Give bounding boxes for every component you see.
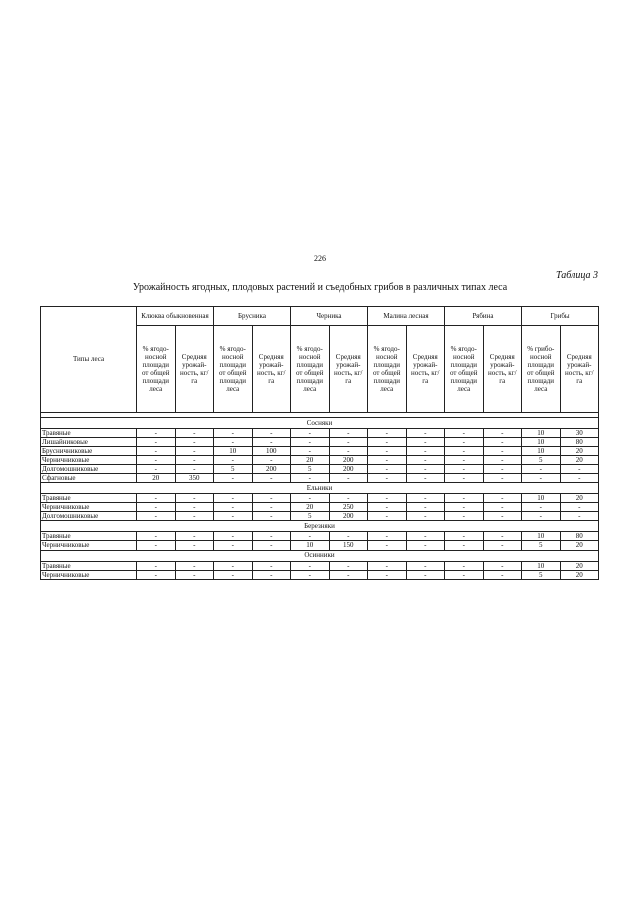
value-cell: - — [445, 474, 484, 483]
value-cell: 10 — [214, 447, 253, 456]
value-cell: - — [291, 561, 330, 570]
value-cell: - — [329, 570, 368, 579]
value-cell: - — [137, 465, 176, 474]
value-cell: 200 — [252, 465, 291, 474]
value-cell: - — [406, 561, 445, 570]
value-cell: - — [137, 512, 176, 521]
yield-table — [40, 306, 599, 580]
value-cell: 200 — [329, 465, 368, 474]
value-cell: - — [483, 512, 522, 521]
value-cell: - — [291, 474, 330, 483]
section-row — [41, 418, 599, 429]
avg-yield-header: Средняя урожай-ность, кг/га — [252, 326, 291, 413]
value-cell: - — [252, 456, 291, 465]
value-cell: - — [175, 512, 214, 521]
value-cell: - — [560, 465, 599, 474]
forest-type-cell: Травяные — [41, 532, 137, 541]
value-cell: - — [214, 456, 253, 465]
value-cell: - — [252, 532, 291, 541]
value-cell: - — [137, 561, 176, 570]
value-cell: - — [483, 474, 522, 483]
table-row — [41, 494, 599, 503]
value-cell: - — [214, 494, 253, 503]
value-cell: - — [445, 438, 484, 447]
value-cell: - — [329, 438, 368, 447]
group-header: Грибы — [522, 307, 599, 326]
value-cell: - — [483, 494, 522, 503]
value-cell: - — [445, 456, 484, 465]
value-cell: - — [175, 447, 214, 456]
value-cell: 10 — [522, 447, 561, 456]
value-cell: - — [560, 474, 599, 483]
area-share-header: % ягодо-носной площади от общей площади леса — [368, 326, 407, 413]
value-cell: - — [406, 494, 445, 503]
area-share-header: % ягодо-носной площади от общей площади леса — [445, 326, 484, 413]
value-cell: 20 — [560, 447, 599, 456]
table-label: Таблица 3 — [556, 270, 598, 281]
value-cell: - — [406, 474, 445, 483]
value-cell: 20 — [137, 474, 176, 483]
value-cell: - — [252, 474, 291, 483]
section-row — [41, 483, 599, 494]
value-cell: - — [406, 438, 445, 447]
value-cell: - — [522, 503, 561, 512]
value-cell: 20 — [560, 494, 599, 503]
page-number: 226 — [314, 254, 326, 263]
value-cell: - — [483, 503, 522, 512]
table-row — [41, 474, 599, 483]
table-row — [41, 429, 599, 438]
value-cell: - — [406, 465, 445, 474]
value-cell: - — [137, 429, 176, 438]
group-header-row — [41, 307, 599, 326]
value-cell: 80 — [560, 438, 599, 447]
value-cell: - — [406, 532, 445, 541]
value-cell: 350 — [175, 474, 214, 483]
value-cell: - — [560, 512, 599, 521]
forest-type-cell: Травяные — [41, 494, 137, 503]
value-cell: 250 — [329, 503, 368, 512]
value-cell: - — [368, 532, 407, 541]
value-cell: - — [252, 570, 291, 579]
value-cell: - — [522, 512, 561, 521]
value-cell: - — [329, 474, 368, 483]
value-cell: - — [483, 465, 522, 474]
value-cell: - — [522, 474, 561, 483]
value-cell: - — [137, 532, 176, 541]
forest-type-cell: Черничниковые — [41, 570, 137, 579]
value-cell: - — [406, 429, 445, 438]
value-cell: - — [368, 474, 407, 483]
value-cell: 10 — [522, 494, 561, 503]
value-cell: - — [252, 512, 291, 521]
value-cell: - — [406, 456, 445, 465]
value-cell: 80 — [560, 532, 599, 541]
value-cell: - — [368, 465, 407, 474]
group-header: Малина лесная — [368, 307, 445, 326]
value-cell: - — [137, 541, 176, 550]
section-row — [41, 550, 599, 561]
forest-type-cell: Травяные — [41, 561, 137, 570]
value-cell: - — [214, 503, 253, 512]
value-cell: - — [445, 561, 484, 570]
value-cell: 10 — [522, 561, 561, 570]
table-caption: Урожайность ягодных, плодовых растений и съедобных грибов в различных типах леса — [132, 282, 508, 293]
group-header: Брусника — [214, 307, 291, 326]
forest-type-cell: Сфагновые — [41, 474, 137, 483]
group-header: Черника — [291, 307, 368, 326]
forest-type-cell: Черничниковые — [41, 541, 137, 550]
section-title: Осинники — [41, 550, 599, 561]
area-share-header: % грибо-носной площади от общей площади леса — [522, 326, 561, 413]
section-title: Березняки — [41, 521, 599, 532]
value-cell: - — [291, 494, 330, 503]
value-cell: 5 — [522, 541, 561, 550]
avg-yield-header: Средняя урожай-ность, кг/га — [560, 326, 599, 413]
value-cell: - — [175, 503, 214, 512]
value-cell: - — [329, 532, 368, 541]
value-cell: 200 — [329, 512, 368, 521]
value-cell: - — [291, 532, 330, 541]
value-cell: 20 — [560, 570, 599, 579]
value-cell: 10 — [522, 438, 561, 447]
value-cell: 5 — [291, 465, 330, 474]
value-cell: - — [406, 503, 445, 512]
value-cell: 5 — [291, 512, 330, 521]
avg-yield-header: Средняя урожай-ность, кг/га — [175, 326, 214, 413]
value-cell: - — [175, 429, 214, 438]
value-cell: - — [175, 465, 214, 474]
forest-type-cell: Долгомошниковые — [41, 465, 137, 474]
forest-type-cell: Долгомошниковые — [41, 512, 137, 521]
value-cell: - — [175, 532, 214, 541]
value-cell: - — [252, 561, 291, 570]
value-cell: - — [214, 512, 253, 521]
value-cell: - — [214, 474, 253, 483]
group-header: Рябина — [445, 307, 522, 326]
value-cell: - — [445, 447, 484, 456]
value-cell: - — [214, 438, 253, 447]
value-cell: - — [291, 570, 330, 579]
value-cell: - — [252, 429, 291, 438]
value-cell: - — [214, 570, 253, 579]
section-row — [41, 521, 599, 532]
value-cell: 5 — [214, 465, 253, 474]
value-cell: - — [329, 494, 368, 503]
table-row — [41, 503, 599, 512]
value-cell: 30 — [560, 429, 599, 438]
forest-type-cell: Травяные — [41, 429, 137, 438]
forest-type-cell: Брусничниковые — [41, 447, 137, 456]
value-cell: 5 — [522, 456, 561, 465]
forest-type-header: Типы леса — [41, 307, 137, 413]
value-cell: - — [137, 438, 176, 447]
value-cell: - — [137, 570, 176, 579]
value-cell: - — [368, 456, 407, 465]
value-cell: - — [406, 541, 445, 550]
value-cell: - — [483, 447, 522, 456]
area-share-header: % ягодо-носной площади от общей площади леса — [214, 326, 253, 413]
value-cell: - — [483, 541, 522, 550]
forest-type-cell: Черничниковые — [41, 503, 137, 512]
value-cell: 10 — [522, 532, 561, 541]
avg-yield-header: Средняя урожай-ность, кг/га — [406, 326, 445, 413]
value-cell: - — [329, 429, 368, 438]
value-cell: 10 — [522, 429, 561, 438]
value-cell: - — [445, 570, 484, 579]
forest-type-cell: Лишайниковые — [41, 438, 137, 447]
value-cell: - — [214, 541, 253, 550]
value-cell: 10 — [291, 541, 330, 550]
value-cell: - — [368, 541, 407, 550]
value-cell: - — [291, 429, 330, 438]
value-cell: - — [483, 438, 522, 447]
value-cell: - — [252, 494, 291, 503]
value-cell: - — [522, 465, 561, 474]
value-cell: - — [406, 570, 445, 579]
value-cell: - — [445, 503, 484, 512]
table-row — [41, 438, 599, 447]
value-cell: - — [445, 541, 484, 550]
value-cell: - — [368, 494, 407, 503]
avg-yield-header: Средняя урожай-ность, кг/га — [329, 326, 368, 413]
value-cell: 20 — [291, 503, 330, 512]
value-cell: - — [137, 447, 176, 456]
value-cell: 20 — [560, 561, 599, 570]
value-cell: - — [368, 512, 407, 521]
value-cell: 5 — [522, 570, 561, 579]
value-cell: - — [445, 532, 484, 541]
value-cell: - — [329, 447, 368, 456]
table-row — [41, 541, 599, 550]
value-cell: - — [291, 438, 330, 447]
group-header: Клюква обыкновенная — [137, 307, 214, 326]
table-row — [41, 512, 599, 521]
table-body — [41, 413, 599, 580]
table-row — [41, 570, 599, 579]
value-cell: - — [445, 512, 484, 521]
value-cell: - — [368, 447, 407, 456]
value-cell: - — [137, 494, 176, 503]
value-cell: 200 — [329, 456, 368, 465]
value-cell: 100 — [252, 447, 291, 456]
value-cell: - — [368, 561, 407, 570]
value-cell: - — [252, 541, 291, 550]
value-cell: - — [406, 447, 445, 456]
value-cell: - — [368, 570, 407, 579]
avg-yield-header: Средняя урожай-ность, кг/га — [483, 326, 522, 413]
value-cell: - — [252, 503, 291, 512]
value-cell: 20 — [560, 541, 599, 550]
value-cell: - — [175, 570, 214, 579]
value-cell: 20 — [291, 456, 330, 465]
value-cell: - — [329, 561, 368, 570]
value-cell: - — [368, 438, 407, 447]
value-cell: - — [175, 541, 214, 550]
value-cell: - — [560, 503, 599, 512]
table-row — [41, 561, 599, 570]
value-cell: - — [445, 429, 484, 438]
value-cell: - — [175, 494, 214, 503]
value-cell: - — [214, 561, 253, 570]
value-cell: - — [483, 570, 522, 579]
value-cell: - — [175, 561, 214, 570]
section-title: Сосняки — [41, 418, 599, 429]
value-cell: - — [252, 438, 291, 447]
value-cell: - — [368, 503, 407, 512]
value-cell: - — [483, 561, 522, 570]
area-share-header: % ягодо-носной площади от общей площади леса — [137, 326, 176, 413]
table-row — [41, 532, 599, 541]
table-row — [41, 456, 599, 465]
value-cell: 150 — [329, 541, 368, 550]
section-title: Ельники — [41, 483, 599, 494]
value-cell: - — [214, 429, 253, 438]
value-cell: - — [483, 429, 522, 438]
value-cell: - — [175, 438, 214, 447]
forest-type-cell: Черничниковые — [41, 456, 137, 465]
table-row — [41, 465, 599, 474]
value-cell: - — [445, 494, 484, 503]
area-share-header: % ягодо-носной площади от общей площади леса — [291, 326, 330, 413]
value-cell: - — [175, 456, 214, 465]
value-cell: 20 — [560, 456, 599, 465]
table-row — [41, 447, 599, 456]
value-cell: - — [483, 532, 522, 541]
value-cell: - — [483, 456, 522, 465]
value-cell: - — [137, 456, 176, 465]
table-header — [41, 307, 599, 413]
value-cell: - — [445, 465, 484, 474]
value-cell: - — [137, 503, 176, 512]
value-cell: - — [291, 447, 330, 456]
value-cell: - — [368, 429, 407, 438]
value-cell: - — [214, 532, 253, 541]
value-cell: - — [406, 512, 445, 521]
